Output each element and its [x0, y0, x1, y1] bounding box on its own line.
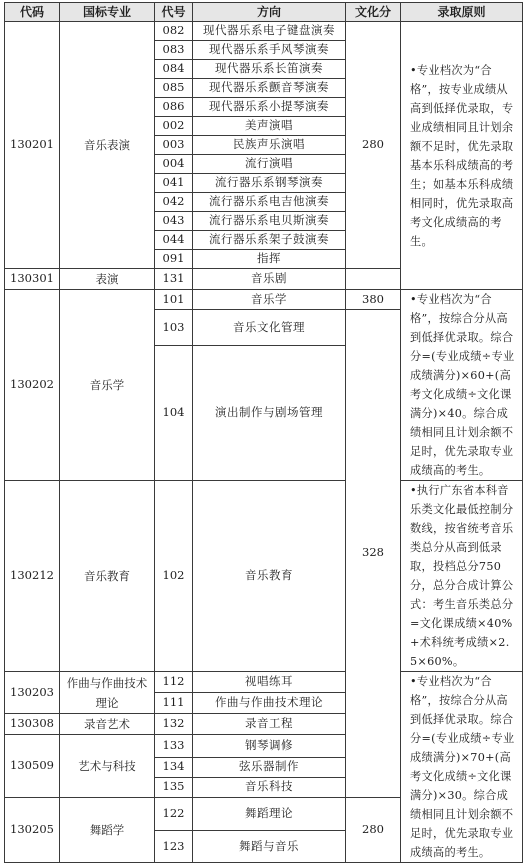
sub-code-cell: 004	[155, 155, 193, 174]
direction-cell: 音乐教育	[193, 481, 346, 672]
culture-score-cell-empty	[346, 269, 401, 290]
direction-cell: 现代器乐系长笛演奏	[193, 60, 346, 79]
sub-code-cell: 083	[155, 41, 193, 60]
admission-rule-cell: •专业档次为“合格”，按综合分从高到低择优录取。综合分=(专业成绩÷专业成绩满分)×60+(高考文化成绩÷文化课满分)×40。综合成绩相同且计划余额不足时，优先录取专业成绩高的考生。	[401, 290, 523, 481]
culture-score-cell: 280	[346, 22, 401, 269]
direction-cell: 演出制作与剧场管理	[193, 346, 346, 481]
table-row	[5, 481, 523, 672]
table-row	[5, 672, 523, 693]
direction-cell: 流行器乐系钢琴演奏	[193, 174, 346, 193]
major-cell: 舞蹈学	[60, 797, 155, 863]
header-culture-score: 文化分	[346, 3, 401, 22]
direction-cell: 现代器乐系小提琴演奏	[193, 98, 346, 117]
sub-code-cell: 082	[155, 22, 193, 41]
sub-code-cell: 134	[155, 757, 193, 777]
table-row	[5, 290, 523, 310]
culture-score-cell: 380	[346, 290, 401, 310]
sub-code-cell: 111	[155, 693, 193, 714]
admission-table-sheet	[4, 2, 522, 859]
sub-code-cell: 044	[155, 231, 193, 250]
direction-cell: 美声演唱	[193, 117, 346, 136]
direction-cell: 录音工程	[193, 714, 346, 735]
direction-cell: 流行器乐系电吉他演奏	[193, 193, 346, 212]
direction-cell: 现代器乐系颤音琴演奏	[193, 79, 346, 98]
direction-cell: 音乐科技	[193, 777, 346, 797]
sub-code-cell: 101	[155, 290, 193, 310]
sub-code-cell: 002	[155, 117, 193, 136]
header-code: 代码	[5, 3, 60, 22]
admission-rule-cell: •专业档次为“合格”，按专业成绩从高到低择优录取，专业成绩相同且计划余额不足时，优先录取基本乐科成绩高的考生；如基本乐科成绩相同时，优先录取高考文化成绩高的考生。	[401, 22, 523, 290]
major-cell: 艺术与科技	[60, 735, 155, 798]
direction-cell: 指挥	[193, 250, 346, 269]
direction-cell: 现代器乐系电子键盘演奏	[193, 22, 346, 41]
code-cell: 130203	[5, 672, 60, 714]
code-cell: 130205	[5, 797, 60, 863]
header-row	[5, 3, 523, 22]
sub-code-cell: 133	[155, 735, 193, 758]
sub-code-cell: 112	[155, 672, 193, 693]
sub-code-cell: 041	[155, 174, 193, 193]
sub-code-cell: 084	[155, 60, 193, 79]
major-cell: 作曲与作曲技术理论	[60, 672, 155, 714]
direction-cell: 弦乐器制作	[193, 757, 346, 777]
code-cell: 130308	[5, 714, 60, 735]
sub-code-cell: 102	[155, 481, 193, 672]
sub-code-cell: 123	[155, 831, 193, 863]
sub-code-cell: 085	[155, 79, 193, 98]
sub-code-cell: 103	[155, 310, 193, 346]
sub-code-cell: 043	[155, 212, 193, 231]
sub-code-cell: 086	[155, 98, 193, 117]
code-cell: 130201	[5, 22, 60, 269]
direction-cell: 流行器乐系电贝斯演奏	[193, 212, 346, 231]
major-cell: 音乐学	[60, 290, 155, 481]
admission-table	[4, 2, 523, 863]
sub-code-cell: 091	[155, 250, 193, 269]
code-cell: 130202	[5, 290, 60, 481]
direction-cell: 作曲与作曲技术理论	[193, 693, 346, 714]
header-major: 国标专业	[60, 3, 155, 22]
direction-cell: 舞蹈理论	[193, 797, 346, 831]
table-row	[5, 22, 523, 41]
direction-cell: 民族声乐演唱	[193, 136, 346, 155]
header-admission-rule: 录取原则	[401, 3, 523, 22]
major-cell: 音乐表演	[60, 22, 155, 269]
admission-rule-cell: •执行广东省本科音乐类文化最低控制分数线，按省统考音乐类总分从高到低录取，投档总分750分，总分合成计算公式：考生音乐类总分=文化课成绩×40%+术科统考成绩×2.5×60%。	[401, 481, 523, 672]
sub-code-cell: 135	[155, 777, 193, 797]
header-direction: 方向	[193, 3, 346, 22]
header-sub-code: 代号	[155, 3, 193, 22]
direction-cell: 钢琴调修	[193, 735, 346, 758]
direction-cell: 流行演唱	[193, 155, 346, 174]
sub-code-cell: 042	[155, 193, 193, 212]
sub-code-cell: 131	[155, 269, 193, 290]
sub-code-cell: 132	[155, 714, 193, 735]
major-cell: 表演	[60, 269, 155, 290]
code-cell: 130509	[5, 735, 60, 798]
code-cell: 130212	[5, 481, 60, 672]
direction-cell: 流行器乐系架子鼓演奏	[193, 231, 346, 250]
code-cell: 130301	[5, 269, 60, 290]
culture-score-cell: 280	[346, 797, 401, 863]
sub-code-cell: 003	[155, 136, 193, 155]
sub-code-cell: 104	[155, 346, 193, 481]
admission-rule-cell: •专业档次为“合格”，按综合分从高到低择优录取。综合分=(专业成绩÷专业成绩满分)×70+(高考文化成绩÷文化课满分)×30。综合成绩相同且计划余额不足时，优先录取专业成绩高的考生。	[401, 672, 523, 863]
major-cell: 音乐教育	[60, 481, 155, 672]
direction-cell: 舞蹈与音乐	[193, 831, 346, 863]
direction-cell: 视唱练耳	[193, 672, 346, 693]
direction-cell: 音乐剧	[193, 269, 346, 290]
sub-code-cell: 122	[155, 797, 193, 831]
culture-score-cell: 328	[346, 310, 401, 798]
major-cell: 录音艺术	[60, 714, 155, 735]
direction-cell: 音乐文化管理	[193, 310, 346, 346]
direction-cell: 音乐学	[193, 290, 346, 310]
direction-cell: 现代器乐系手风琴演奏	[193, 41, 346, 60]
